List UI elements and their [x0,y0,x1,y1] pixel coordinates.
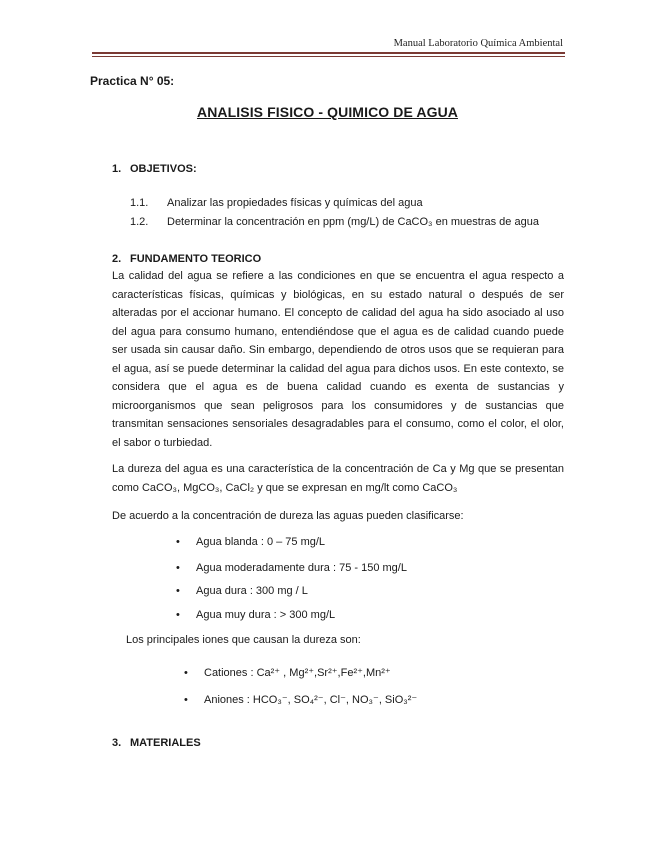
classification-text: Agua moderadamente dura : 75 - 150 mg/L [196,562,407,574]
clasificacion-paragraph: De acuerdo a la concentración de dureza las aguas pueden clasificarse: [112,510,464,522]
objective-number: 1.1. [130,197,149,209]
objective-text: Analizar las propiedades físicas y químicas del agua [167,197,423,209]
section-fundamento-heading [112,250,564,269]
header-rule-thin [92,56,565,57]
objective-text: Determinar la concentración en ppm (mg/L) de CaCO₃ en muestras de agua [167,216,539,228]
page-title: ANALISIS FISICO - QUIMICO DE AGUA [196,104,458,120]
section-number: 1. [112,163,122,175]
running-header: Manual Laboratorio Química Ambiental [393,38,563,49]
classification-item [176,562,407,574]
dureza-paragraph: La dureza del agua es una característica de la concentración de Ca y Mg que se presentan como CaCO₃, MgCO₃, CaCl₂ y que se expresan en mg/lt como CaCO₃ [112,463,564,494]
bullet-icon: • [176,536,180,548]
classification-item [176,585,308,597]
objective-item [130,216,539,228]
header-rule [92,52,565,54]
bullet-icon: • [176,609,180,621]
classification-text: Agua blanda : 0 – 75 mg/L [196,536,326,548]
classification-text: Agua muy dura : > 300 mg/L [196,609,336,621]
bullet-icon: • [176,585,180,597]
section-title: FUNDAMENTO TEORICO [130,253,262,265]
section-title: OBJETIVOS: [130,163,197,175]
bullet-icon: • [184,667,188,679]
classification-item [176,536,325,548]
practica-label: Practica N° 05: [90,74,175,88]
ion-item [184,693,417,706]
section-number: 2. [112,253,122,265]
classification-text: Agua dura : 300 mg / L [196,585,308,597]
ion-text: Cationes : Ca²⁺ , Mg²⁺,Sr²⁺,Fe²⁺,Mn²⁺ [204,667,391,679]
section-materiales-heading [112,734,564,753]
fundamento-paragraph-1: La calidad del agua se refiere a las condiciones en que se encuentra el agua respecto a características físicas, químicas y biológicas, en su estado natural o después de ser alteradas por el accionar humano. El concepto de calidad del agua ha sido asociado al uso del agua para consumo humano, entendiéndose que el agua es de calidad cuando puede ser usada sin causar daño. Sin embargo, dependiendo de otros usos que se requieran para el agua, así se puede determinar la calidad del agua para dichos usos. En este contexto, se considera que el agua es de buena calidad cuando es exenta de sustancias y microorganismos que sean peligrosos para los consumidores y de sustancias que transmitan sensaciones sensoriales desagradables para el consumo, como el color, el olor, el sabor o turbiedad. [112,270,564,449]
bullet-icon: • [176,562,180,574]
section-title: MATERIALES [130,737,201,749]
objective-number: 1.2. [130,216,149,228]
bullet-icon: • [184,694,188,706]
classification-item [176,609,335,621]
section-objetivos-heading [112,160,564,179]
section-number: 3. [112,737,122,749]
objective-item [130,197,423,209]
ion-item [184,666,391,679]
ion-text: Aniones : HCO₃⁻, SO₄²⁻, Cl⁻, NO₃⁻, SiO₃²⁻ [204,694,418,706]
ions-intro: Los principales iones que causan la dureza son: [126,634,361,646]
